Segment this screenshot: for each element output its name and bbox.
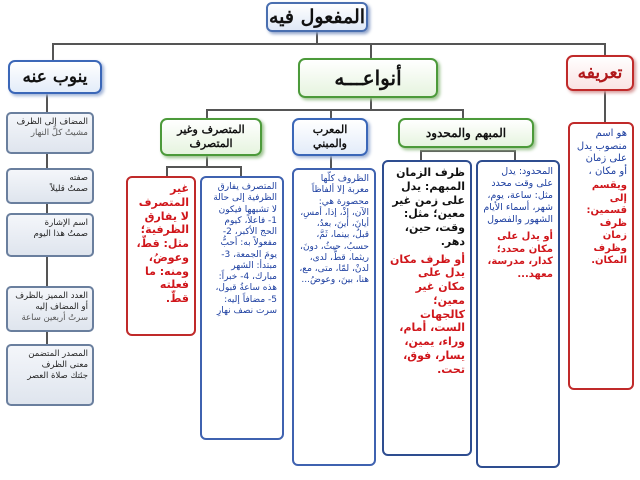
mutasarrif-text: المتصرف يفارق الظرفية إلى حالة لا تشبهها فيكون 1- فاعلاً، كيوم الحج الأكبر، 2- مفعولاً به: أحبُّ يومَ الجمعة، 3- مبتدأ: الشهر مبارك، 4- خبراً: هذه ساعةُ قبول، 5- مضافاً إليه: سرت نصف نهارِ <box>213 182 277 316</box>
mahdud-box <box>476 160 560 468</box>
ghayr-mutasarrif-box <box>126 176 196 336</box>
substitute-heading: العدد المميز بالظرف أو المضاف إليه <box>15 291 88 313</box>
substitute-heading: المصدر المتضمن معنى الظرف <box>28 349 88 371</box>
substitute-example: صمتُ هذا اليوم <box>33 229 88 240</box>
connector-sub1-left <box>166 166 168 176</box>
mabni-box <box>292 168 376 466</box>
mubham-header: المبهم والمحدود <box>398 118 534 148</box>
substitute-card-2 <box>6 168 94 204</box>
connector-sub1-right <box>240 166 242 176</box>
connector-def-down <box>604 90 606 122</box>
connector-sub2-down <box>330 156 332 168</box>
substitute-card-4 <box>6 286 94 332</box>
mubham-box <box>382 160 472 456</box>
definition-box <box>568 122 634 390</box>
connector-center-drop <box>370 43 372 59</box>
connector-sub3-left <box>420 150 422 160</box>
substitute-card-3 <box>6 213 94 257</box>
connector-sub1-center <box>206 156 208 168</box>
mahdud-time-text: المحدود: يدل على وقت محدد مثل: ساعة، يوم، شهر، أسماء الأيام الشهور والفصول <box>483 166 553 225</box>
substitute-heading: المضاف إلى الظرف <box>16 117 88 127</box>
mabni-text: الظروف كلّها معربة إلا ألفاظاً محصورة هي: الآن، إذْ، إذا، أمسِ، أيانَ، أينَ، بعدُ، قبلُ، بينما، ثَمَّ، حسبُ، حيثُ، دونَ، ريثما، قطُّ، لدى، لدنْ، لمّا، متى، مع، هنا، بينَ، وعوضُ... <box>299 174 369 286</box>
mahdud-place-text: أو يدل على مكان محدد؛ كدار، مدرسة، معهد... <box>487 231 553 280</box>
definition-text-a: هو اسم منصوب يدل على زمان أو مكان ، <box>576 128 627 177</box>
substitute-example: جئتك صلاة العصر <box>27 371 88 382</box>
substitutes-header: ينوب عنه <box>8 60 102 94</box>
connector-types-horizontal <box>206 109 464 111</box>
murab-header: المعرب والمبني <box>292 118 368 156</box>
definition-header: تعريفه <box>566 55 634 91</box>
substitute-card-5 <box>6 344 94 406</box>
connector-top-horizontal <box>52 43 606 45</box>
substitute-example: سرتُ أربعين ساعة <box>21 313 88 324</box>
diagram-title: المفعول فيه <box>266 2 368 32</box>
connector-sub3-right <box>514 150 516 160</box>
substitute-example: مشيتُ كلَّ النهار <box>30 128 88 139</box>
substitute-example: صمتُ قليلاً <box>50 184 88 195</box>
definition-text-b: ويقسم إلى قسمين: ظرف زمان وظرف المكان. <box>586 180 627 266</box>
connector-sub3-split <box>420 150 516 152</box>
substitute-heading: صفته <box>69 173 88 183</box>
mutasarrif-box <box>200 176 284 440</box>
connector-sub1-split <box>166 166 242 168</box>
types-header: أنواعـــه <box>298 58 438 98</box>
substitute-card-1 <box>6 112 94 154</box>
substitute-heading: اسم الإشارة <box>44 218 88 228</box>
mubham-place-text: أو ظرف مكان يدل على مكان غير معين؛ كالجهات الست، أمام، وراء، يمين، يسار، فوق، تحت. <box>390 252 465 376</box>
ghayr-mutasarrif-text: غير المتصرف لا يفارق الظرفية؛ مثل: قطّ، وعوضُ، ومنه: ما فعلته قطّ. <box>136 182 189 305</box>
mubham-time-text: ظرف الزمان المبهم: يدل على زمن غير معين؛ مثل: وقت، حين، دهر. <box>392 166 465 248</box>
mutasarrif-header: المتصرف وغير المتصرف <box>160 118 262 156</box>
